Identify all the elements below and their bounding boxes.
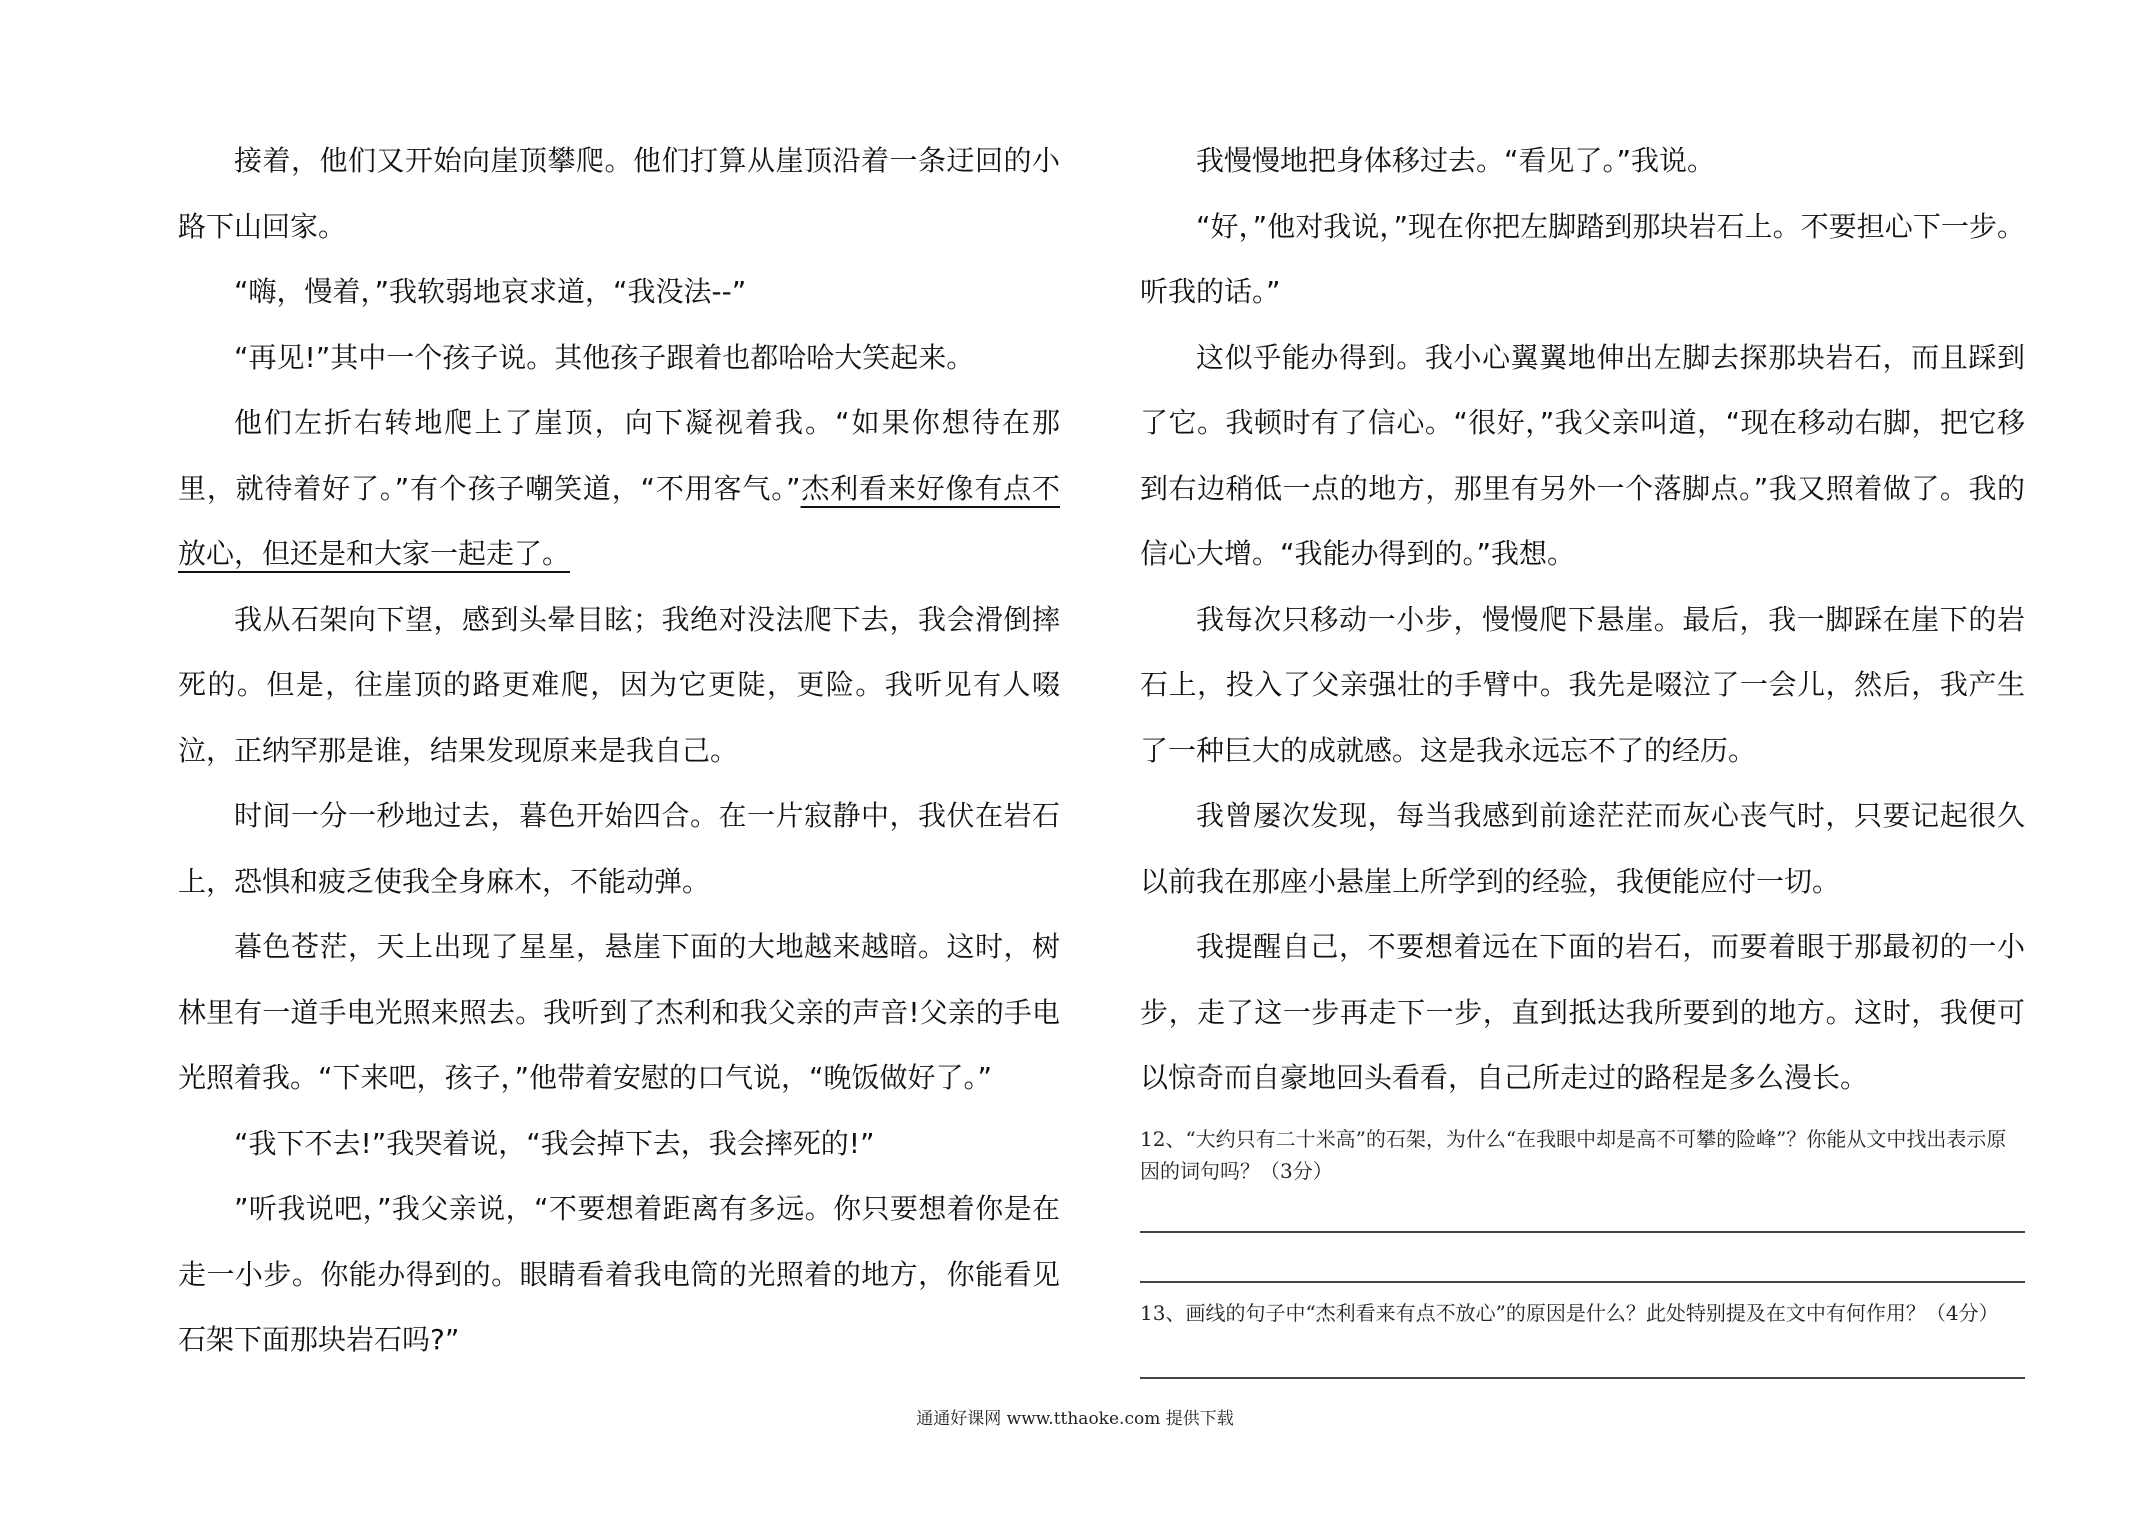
right-column (1140, 128, 2025, 1379)
paragraph-text: 他们左折右转地爬上了崖顶，向下凝视着我。“如果你想待在那里，就待着好了。”有个孩子嘲笑道，“不用客气。” (178, 406, 1060, 505)
paragraph: 这似乎能办得到。我小心翼翼地伸出左脚去探那块岩石，而且踩到了它。我顿时有了信心。“很好，”我父亲叫道，“现在移动右脚，把它移到右边稍低一点的地方，那里有另外一个落脚点。”我又照着做了。我的信心大增。“我能办得到的。”我想。 (1140, 340, 2025, 570)
paragraph: 时间一分一秒地过去，暮色开始四合。在一片寂静中，我伏在岩石上，恐惧和疲乏使我全身麻木，不能动弹。 (178, 799, 1060, 898)
underlined-sentence: 杰利看来好像有点不放心，但还是和大家一起走了。 (178, 471, 1060, 570)
left-column (178, 128, 1060, 1373)
footer: 通通好课网 www.tthaoke.com 提供下载 (916, 1409, 1234, 1429)
paragraph: “我下不去!”我哭着说，“我会掉下去，我会摔死的!” (234, 1126, 875, 1160)
paragraph: “好，”他对我说，”现在你把左脚踏到那块岩石上。不要担心下一步。听我的话。” (1140, 209, 2025, 308)
paragraph (178, 390, 1060, 587)
paragraph: 我每次只移动一小步，慢慢爬下悬崖。最后，我一脚踩在崖下的岩石上，投入了父亲强壮的手臂中。我先是啜泣了一会儿，然后，我产生了一种巨大的成就感。这是我永远忘不了的经历。 (1140, 602, 2025, 767)
paragraph: 我提醒自己，不要想着远在下面的岩石，而要着眼于那最初的一小步，走了这一步再走下一步，直到抵达我所要到的地方。这时，我便可以惊奇而自豪地回头看看，自己所走过的路程是多么漫长。 (1140, 930, 2025, 1094)
paragraph: “再见!”其中一个孩子说。其他孩子跟着也都哈哈大笑起来。 (234, 340, 975, 374)
question-13 (1140, 1297, 2025, 1379)
question-13-text: 13、画线的句子中“杰利看来有点不放心”的原因是什么？此处特别提及在文中有何作用？（4分） (1140, 1300, 1999, 1325)
question-12 (1140, 1123, 2025, 1283)
paragraph: 我曾屡次发现，每当我感到前途茫茫而灰心丧气时，只要记起很久以前我在那座小悬崖上所学到的经验，我便能应付一切。 (1140, 799, 2025, 898)
paragraph: 暮色苍茫，天上出现了星星，悬崖下面的大地越来越暗。这时，树林里有一道手电光照来照去。我听到了杰利和我父亲的声音!父亲的手电光照着我。“下来吧，孩子，”他带着安慰的口气说，“晚饭做好了。” (178, 930, 1060, 1094)
paragraph: 我慢慢地把身体移过去。“看见了。”我说。 (1196, 144, 1716, 177)
paragraph: 接着，他们又开始向崖顶攀爬。他们打算从崖顶沿着一条迂回的小路下山回家。 (178, 144, 1060, 243)
answer-line (1140, 1377, 2025, 1379)
paragraph: ”听我说吧，”我父亲说，“不要想着距离有多远。你只要想着你是在走一小步。你能办得到的。眼睛看着我电筒的光照着的地方，你能看见石架下面那块岩石吗?” (178, 1192, 1060, 1356)
answer-line (1140, 1281, 2025, 1283)
paragraph: 我从石架向下望，感到头晕目眩；我绝对没法爬下去，我会滑倒摔死的。但是，往崖顶的路更难爬，因为它更陡，更险。我听见有人啜泣，正纳罕那是谁，结果发现原来是我自己。 (178, 602, 1060, 767)
paragraph: “嗨，慢着，”我软弱地哀求道，“我没法--” (234, 275, 747, 308)
question-12-text: 12、“大约只有二十米高”的石架，为什么“在我眼中却是高不可攀的险峰”？你能从文中找出表示原因的词句吗？（3分） (1140, 1126, 2007, 1183)
